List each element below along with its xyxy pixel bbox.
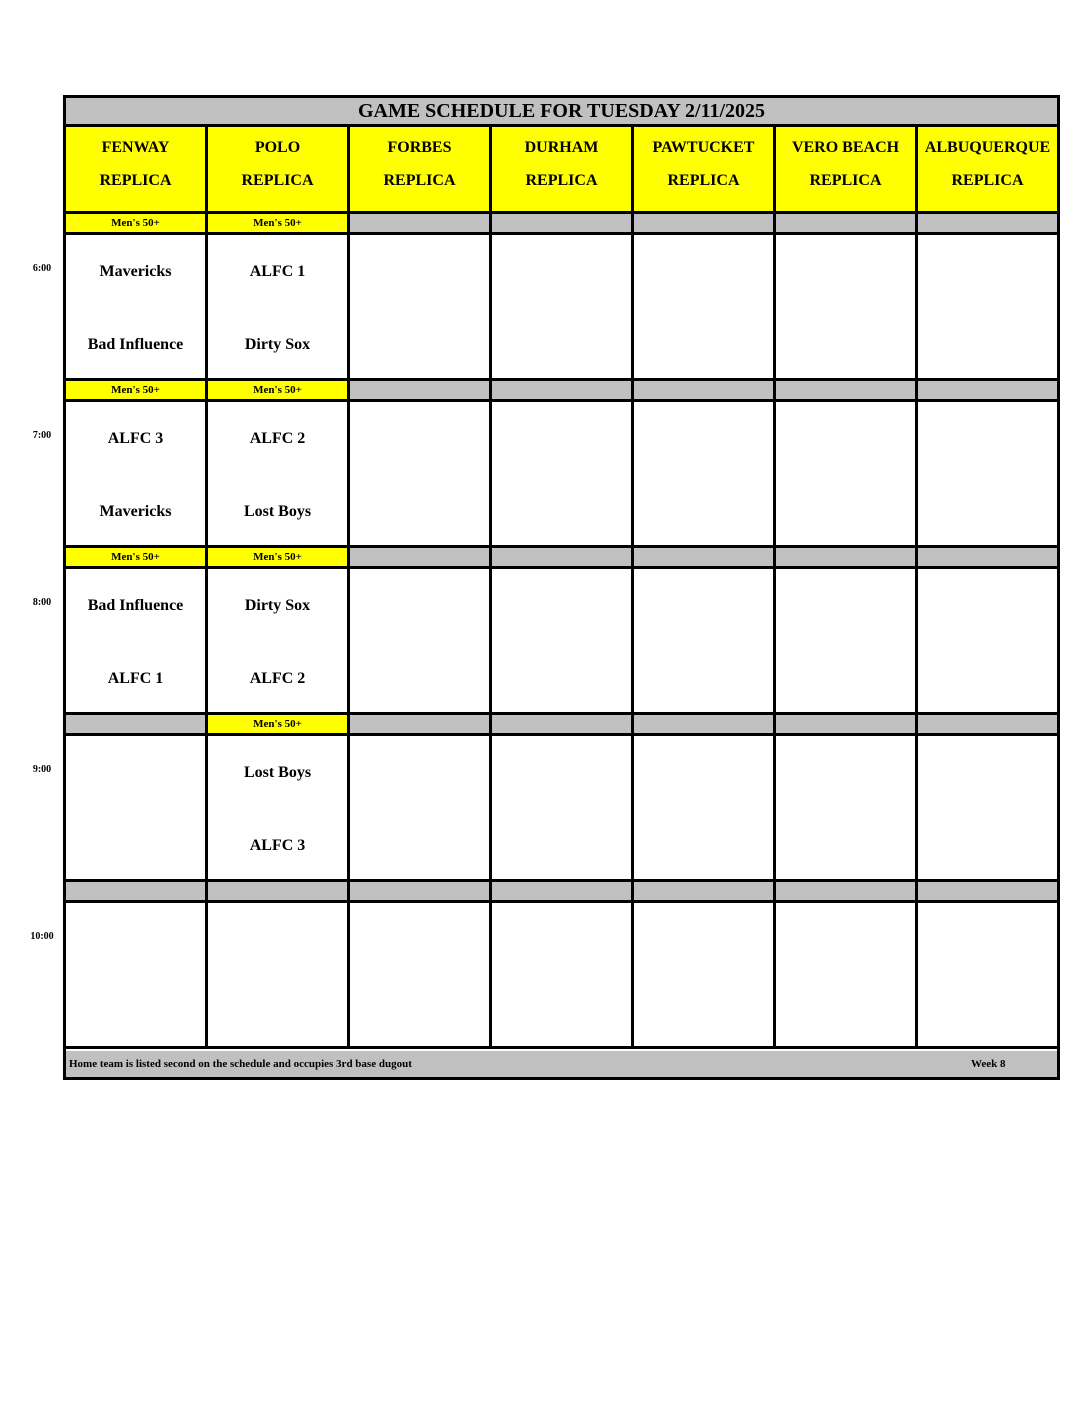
- game-cell: [492, 235, 634, 381]
- division-band: Men's 50+: [66, 214, 208, 235]
- division-band: [634, 715, 776, 736]
- field-header-5: [776, 127, 918, 214]
- game-cell: [634, 903, 776, 1049]
- game-cell: [350, 235, 492, 381]
- game-cell: [776, 736, 918, 882]
- division-band: [776, 381, 918, 402]
- time-label: 10:00: [30, 931, 54, 942]
- division-band: [918, 548, 1057, 569]
- field-header-3: [492, 127, 634, 214]
- division-band: [634, 882, 776, 903]
- division-band: Men's 50+: [66, 548, 208, 569]
- field-subtitle: REPLICA: [525, 172, 598, 189]
- field-name: FENWAY: [101, 139, 170, 156]
- field-name: DURHAM: [524, 139, 599, 156]
- division-band: [208, 882, 350, 903]
- home-team: Mavericks: [99, 503, 172, 520]
- division-band: [66, 715, 208, 736]
- division-band: Men's 50+: [66, 381, 208, 402]
- game-cell: [66, 736, 208, 882]
- game-cell: [208, 736, 350, 882]
- game-cell: [66, 235, 208, 381]
- field-header-1: [208, 127, 350, 214]
- division-band: [776, 882, 918, 903]
- game-cell: [634, 569, 776, 715]
- division-band: Men's 50+: [208, 548, 350, 569]
- time-label: 9:00: [32, 764, 52, 775]
- field-subtitle: REPLICA: [809, 172, 882, 189]
- division-band: Men's 50+: [208, 715, 350, 736]
- field-header-6: [918, 127, 1057, 214]
- away-team: Dirty Sox: [244, 597, 311, 614]
- division-band: [350, 214, 492, 235]
- game-cell: [918, 736, 1057, 882]
- game-cell: [634, 402, 776, 548]
- home-team: ALFC 3: [249, 837, 306, 854]
- away-team: ALFC 2: [249, 430, 306, 447]
- division-band: Men's 50+: [208, 214, 350, 235]
- game-cell: [208, 235, 350, 381]
- division-band: [492, 882, 634, 903]
- division-band: [918, 715, 1057, 736]
- away-team: Bad Influence: [87, 597, 184, 614]
- game-cell: [66, 903, 208, 1049]
- game-cell: [918, 235, 1057, 381]
- time-label: 8:00: [32, 597, 52, 608]
- division-band: [776, 214, 918, 235]
- division-band: [492, 214, 634, 235]
- field-subtitle: REPLICA: [99, 172, 172, 189]
- division-band: [350, 548, 492, 569]
- schedule-title: GAME SCHEDULE FOR TUESDAY 2/11/2025: [66, 98, 1057, 127]
- game-cell: [208, 569, 350, 715]
- game-cell: [350, 402, 492, 548]
- game-cell: [918, 402, 1057, 548]
- away-team: ALFC 1: [249, 263, 306, 280]
- field-name: FORBES: [387, 139, 452, 156]
- away-team: Mavericks: [99, 263, 172, 280]
- game-cell: [350, 903, 492, 1049]
- division-band: [492, 715, 634, 736]
- division-band: [918, 381, 1057, 402]
- division-band: [350, 715, 492, 736]
- division-band: [492, 381, 634, 402]
- game-cell: [918, 569, 1057, 715]
- game-cell: [350, 736, 492, 882]
- field-header-2: [350, 127, 492, 214]
- schedule-footer: [66, 1051, 1057, 1077]
- game-cell: [776, 402, 918, 548]
- field-name: VERO BEACH: [791, 139, 900, 156]
- division-band: [350, 381, 492, 402]
- game-cell: [492, 569, 634, 715]
- time-label: 7:00: [32, 430, 52, 441]
- footer-note: Home team is listed second on the schedule and occupies 3rd base dugout: [69, 1058, 412, 1070]
- away-team: ALFC 3: [107, 430, 164, 447]
- field-header-4: [634, 127, 776, 214]
- game-cell: [350, 569, 492, 715]
- home-team: ALFC 1: [107, 670, 164, 687]
- game-cell: [66, 402, 208, 548]
- division-band: [776, 715, 918, 736]
- game-cell: [634, 736, 776, 882]
- time-label: 6:00: [32, 263, 52, 274]
- game-cell: [634, 235, 776, 381]
- field-subtitle: REPLICA: [667, 172, 740, 189]
- game-cell: [776, 569, 918, 715]
- home-team: ALFC 2: [249, 670, 306, 687]
- division-band: [350, 882, 492, 903]
- game-cell: [776, 903, 918, 1049]
- field-subtitle: REPLICA: [383, 172, 456, 189]
- division-band: Men's 50+: [208, 381, 350, 402]
- division-band: [492, 548, 634, 569]
- away-team: Lost Boys: [243, 764, 312, 781]
- game-cell: [918, 903, 1057, 1049]
- home-team: Dirty Sox: [244, 336, 311, 353]
- week-label: Week 8: [971, 1058, 1006, 1070]
- home-team: Lost Boys: [243, 503, 312, 520]
- game-cell: [208, 903, 350, 1049]
- game-cell: [492, 736, 634, 882]
- game-cell: [66, 569, 208, 715]
- field-name: PAWTUCKET: [652, 139, 755, 156]
- field-subtitle: REPLICA: [951, 172, 1024, 189]
- division-band: [634, 548, 776, 569]
- game-cell: [208, 402, 350, 548]
- game-cell: [492, 402, 634, 548]
- field-subtitle: REPLICA: [241, 172, 314, 189]
- field-header-0: [66, 127, 208, 214]
- field-name: POLO: [254, 139, 301, 156]
- game-cell: [492, 903, 634, 1049]
- division-band: [918, 882, 1057, 903]
- division-band: [776, 548, 918, 569]
- schedule-sheet: [63, 95, 1060, 1080]
- division-band: [918, 214, 1057, 235]
- field-name: ALBUQUERQUE: [924, 139, 1051, 156]
- division-band: [634, 381, 776, 402]
- division-band: [66, 882, 208, 903]
- division-band: [634, 214, 776, 235]
- game-cell: [776, 235, 918, 381]
- home-team: Bad Influence: [87, 336, 184, 353]
